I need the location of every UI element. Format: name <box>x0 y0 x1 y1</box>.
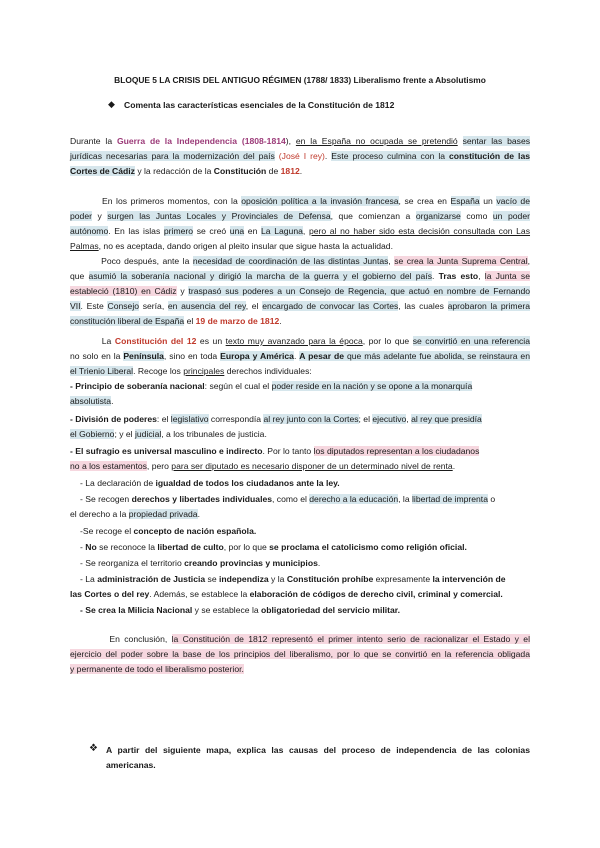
question-2-line-2: americanas. <box>106 760 156 770</box>
list-item: - División de poderes: el legislativo correspondía al rey junto con la Cortes; el ejecutivo, al rey que presidía <box>70 414 482 424</box>
list-item: -Se recoge el concepto de nación española. <box>80 526 257 536</box>
list-item: - El sufragio es universal masculino e indirecto. Por lo tanto los diputados representan a los ciudadanos <box>70 446 480 456</box>
question-2-line-1: A partir del siguiente mapa, explica las causas del proceso de independencia de las colonias <box>106 745 530 755</box>
diamond-bullet-icon: ◆ <box>108 99 115 109</box>
document-title: BLOQUE 5 LA CRISIS DEL ANTIGUO RÉGIMEN (1788/ 1833) Liberalismo frente a Absolutismo <box>114 75 486 85</box>
list-item: - Se reorganiza el territorio creando provincias y municipios. <box>80 558 321 568</box>
list-item: - Principio de soberanía nacional: según el cual el poder reside en la nación y se opone a la monarquía <box>70 381 473 391</box>
list-item: - La administración de Justicia se independiza y la Constitución prohíbe expresamente la intervención de <box>80 574 506 584</box>
list-item: - Se recogen derechos y libertades individuales, como el derecho a la educación, la libertad de imprenta o <box>80 494 496 504</box>
question-1: Comenta las características esenciales de la Constitución de 1812 <box>124 100 395 110</box>
list-item: - La declaración de igualdad de todos los ciudadanos ante la ley. <box>80 478 340 488</box>
list-item: - No se reconoce la libertad de culto, por lo que se proclama el catolicismo como religión oficial. <box>80 542 467 552</box>
document-page: BLOQUE 5 LA CRISIS DEL ANTIGUO RÉGIMEN (1788/ 1833) Liberalismo frente a Absolutismo ◆ Comenta las características esenciales de la Constitución de 1812 Durante la Guerra de la Independencia (1808-1814), en la España no ocupada se pretendió sentar las bases jurídicas necesarias para la modernización del país (José I rey). Este proceso culmina con la constitución de las Cortes de Cádiz y la redacción de la Constitución de 1812. En los primeros momentos, con la oposición política a la invasión francesa, se crea en España un vacío de poder y surgen las Juntas Locales y Provinciales de Defensa, que comienzan a organizarse como un poder autónomo. En las islas primero se creó una en La Laguna, pero al no haber sido esta decisión consultada con Las Palmas, no es aceptada, dando origen al pleito insular que sigue hasta la actualidad. Poco después, ante la necesidad de coordinación de las distintas Juntas, se crea la Junta Suprema Central, que asumió la soberanía nacional y dirigió la marcha de la guerra y el gobierno del país. Tras esto, la Junta se estableció (1810) en Cádiz y traspasó sus poderes a un Consejo de Regencia, que actuó en nombre de Fernando VII. Este Consejo sería, en ausencia del rey, el encargado de convocar las Cortes, las cuales aprobaron la primera constitución liberal de España el 19 de marzo de 1812. La Constitución del 12 es un texto muy avanzado para la época, por lo que se convirtió en una referencia no solo en la Península, sino en toda Europa y América. A pesar de que más adelante fue abolida, se reinstaura en el Trienio Liberal. Recoge los principales derechos individuales: - Principio de soberanía nacional: según el cual el poder reside en la nación y se opone a la monarquía absolutista. - División de poderes: el legislativo correspondía al rey junto con la Cortes; el ejecutivo, al rey que presidía el Gobierno; y el judicial, a los tribunales de justicia. - El sufragio es universal masculino e indirecto. Por lo tanto los diputados representan a los ciudadanos no a los estamentos, pero para ser diputado es necesario disponer de un determinado nivel de renta. - La declaración de igualdad de todos los ciudadanos ante la ley. - Se recogen derechos y libertades individuales, como el derecho a la educación, la libertad de imprenta o el derecho a la propiedad privada. -Se recoge el concepto de nación española. - No se reconoce la libertad de culto, por lo que se proclama el catolicismo como religión oficial. - Se reorganiza el territorio creando provincias y municipios. - La administración de Justicia se independiza y la Constitución prohíbe expresamente la intervención de las Cortes o del rey. Además, se establece la elaboración de códigos de derecho civil, criminal y comercial. - Se crea la Milicia Nacional y se establece la obligatoriedad del servicio militar. En conclusión, la Constitución de 1812 representó el primer intento serio de racionalizar el Estado y el ejercicio del poder sobre la base de los principios del liberalismo, por lo que se convirtió en la referencia obligada y permanente de todo el liberalismo posterior. ❖ A partir del siguiente mapa, explica las causas del proceso de independencia de las colonias americanas. <box>0 0 600 848</box>
list-item: - Se crea la Milicia Nacional y se establece la obligatoriedad del servicio militar. <box>80 605 401 615</box>
bullet-icon: ❖ <box>89 743 98 754</box>
